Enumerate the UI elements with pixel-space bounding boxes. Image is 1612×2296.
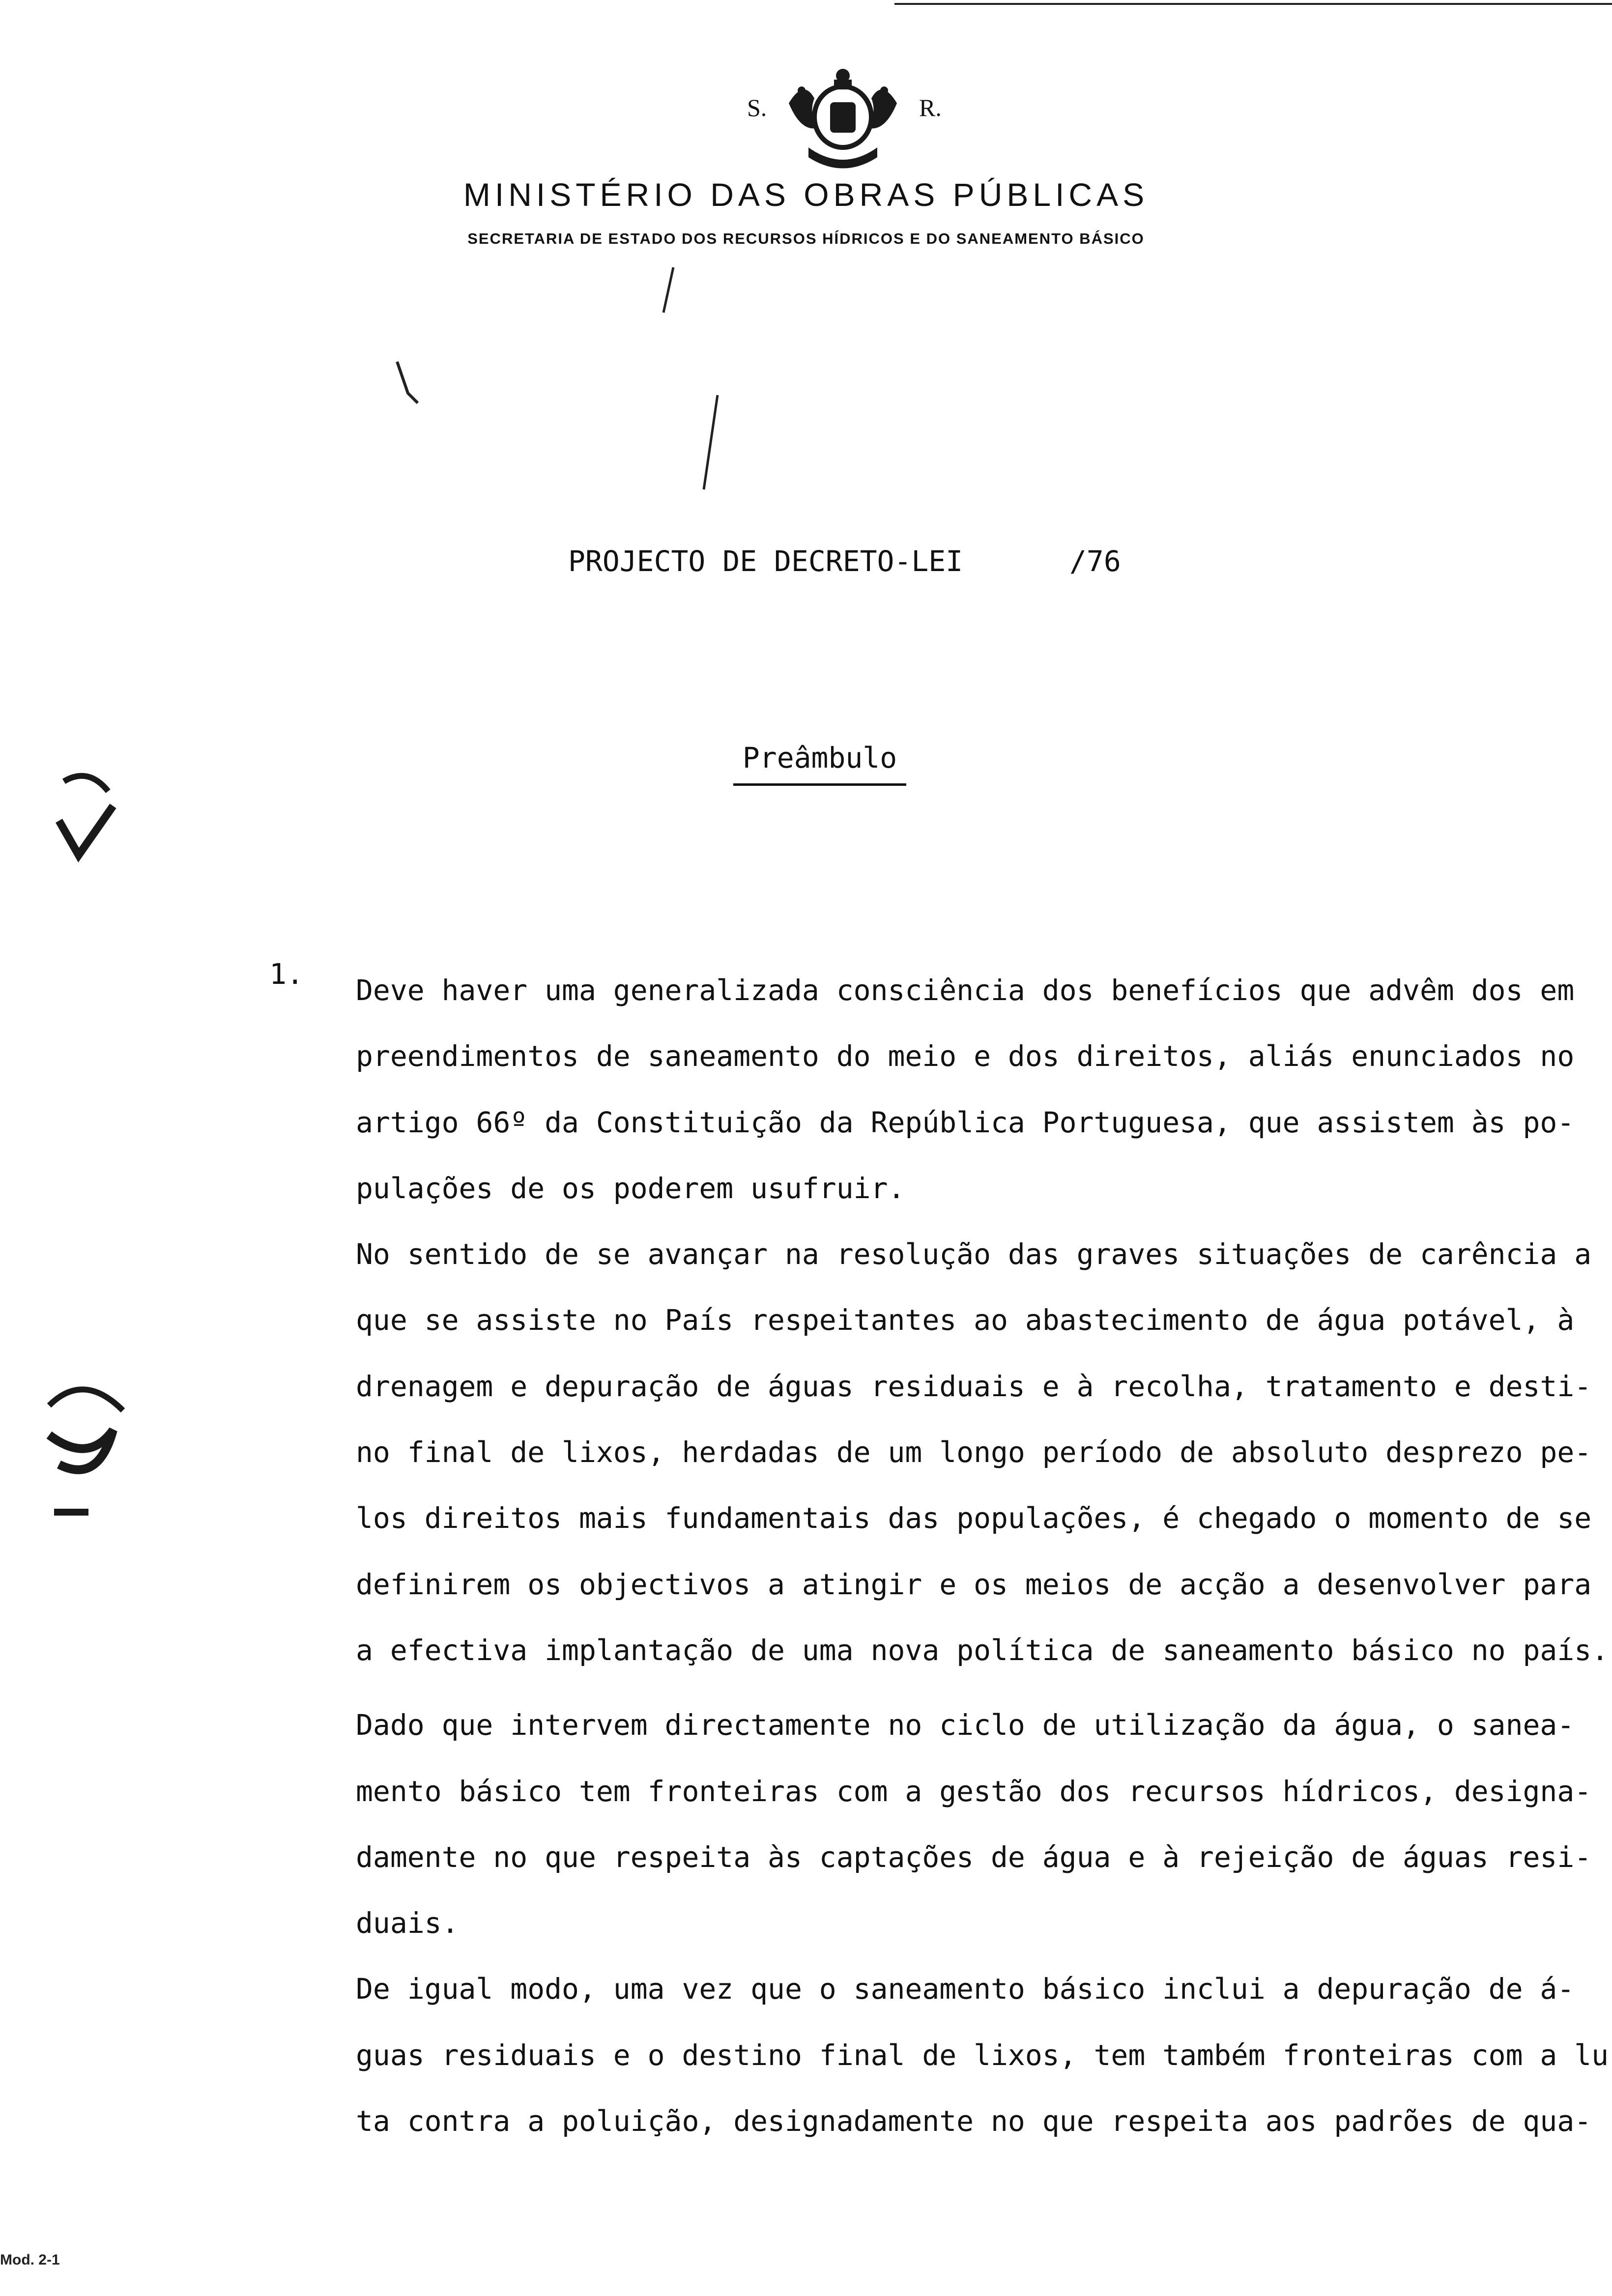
text-line: los direitos mais fundamentais das populações, é chegado o momento de se bbox=[356, 1501, 1592, 1535]
text-line: no final de lixos, herdadas de um longo período de absoluto desprezo pe- bbox=[356, 1435, 1592, 1469]
text-line: que se assiste no País respeitantes ao abastecimento de água potável, à bbox=[356, 1303, 1575, 1337]
text-line: guas residuais e o destino final de lixos, tem também fronteiras com a lu bbox=[356, 2038, 1609, 2072]
pen-stroke-icon bbox=[393, 359, 423, 408]
document-number: /76 bbox=[1069, 545, 1121, 578]
text-line: Deve haver uma generalizada consciência dos benefícios que advêm dos em bbox=[356, 974, 1575, 1007]
coat-of-arms-icon bbox=[779, 59, 907, 172]
pen-stroke-icon bbox=[698, 393, 722, 491]
paragraph-gap bbox=[356, 1683, 1555, 1692]
text-line: De igual modo, uma vez que o saneamento básico inclui a depuração de á- bbox=[356, 1972, 1575, 2006]
pen-stroke-icon bbox=[659, 265, 678, 315]
secretaria-subheading: SECRETARIA DE ESTADO DOS RECURSOS HÍDRICOS E DO SANEAMENTO BÁSICO bbox=[467, 230, 1145, 247]
ministry-heading: MINISTÉRIO DAS OBRAS PÚBLICAS bbox=[463, 176, 1149, 213]
text-line: a efectiva implantação de uma nova política de saneamento básico no país. bbox=[356, 1633, 1609, 1667]
top-rule bbox=[894, 3, 1612, 5]
document-title: PROJECTO DE DECRETO-LEI bbox=[568, 545, 963, 578]
text-line: ta contra a poluição, designadamente no que respeita aos padrões de qua- bbox=[356, 2104, 1592, 2138]
text-line: Dado que intervem directamente no ciclo de utilização da água, o sanea- bbox=[356, 1708, 1575, 1742]
text-line: No sentido de se avançar na resolução das graves situações de carência a bbox=[356, 1237, 1592, 1271]
scribble-mark-icon bbox=[39, 1376, 133, 1523]
form-mark: Mod. 2-1 bbox=[0, 2252, 60, 2268]
body-text bbox=[356, 957, 1609, 2154]
text-line: pulações de os poderem usufruir. bbox=[356, 1171, 905, 1205]
text-line: duais. bbox=[356, 1906, 459, 1940]
text-line: preendimentos de saneamento do meio e dos direitos, aliás enunciados no bbox=[356, 1039, 1575, 1073]
text-line: mento básico tem fronteiras com a gestão dos recursos hídricos, designa- bbox=[356, 1774, 1592, 1808]
emblem-letter-right: R. bbox=[919, 94, 942, 121]
section-title: Preâmbulo bbox=[733, 741, 906, 786]
check-mark-icon bbox=[44, 767, 123, 865]
text-line: artigo 66º da Constituição da República Portuguesa, que assistem às po- bbox=[356, 1105, 1575, 1139]
text-line: damente no que respeita às captações de água e à rejeição de águas resi- bbox=[356, 1840, 1592, 1874]
paragraph-number: 1. bbox=[269, 957, 304, 991]
text-line: definirem os objectivos a atingir e os meios de acção a desenvolver para bbox=[356, 1567, 1592, 1601]
text-line: drenagem e depuração de águas residuais e à recolha, tratamento e desti- bbox=[356, 1369, 1592, 1403]
letterhead-emblem bbox=[713, 59, 968, 172]
emblem-letter-left: S. bbox=[747, 94, 767, 121]
